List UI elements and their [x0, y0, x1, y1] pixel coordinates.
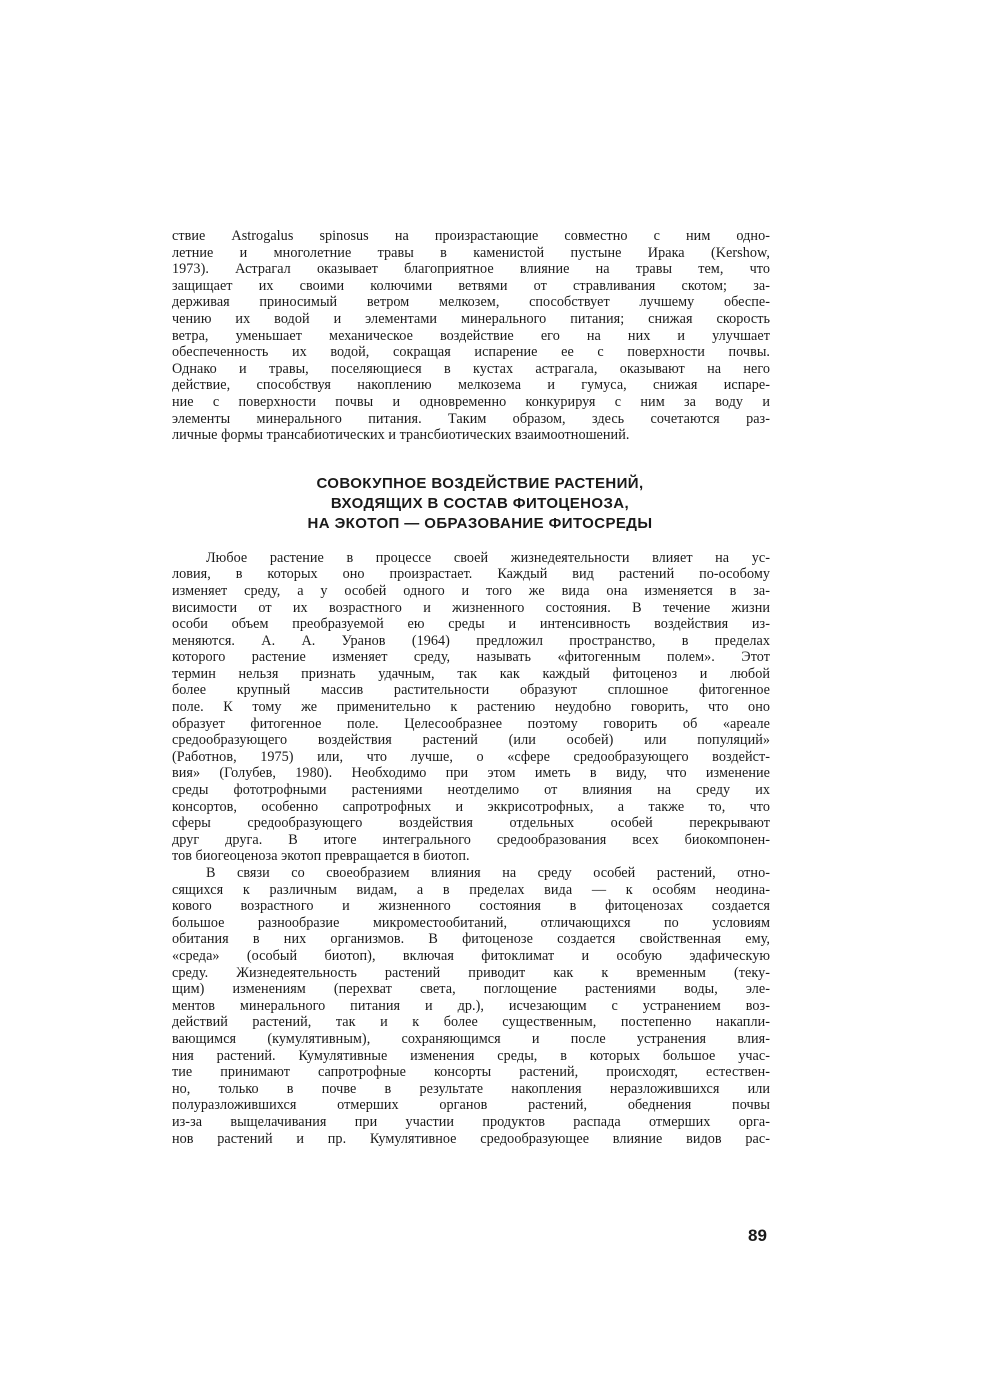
- text-line: среды фототрофными растениями неотделимо от влияния на среду их: [172, 782, 770, 799]
- text-line: полуразложившихся отмерших органов растений, обеднения почвы: [172, 1097, 770, 1114]
- heading-line: СОВОКУПНОЕ ВОЗДЕЙСТВИЕ РАСТЕНИЙ,: [316, 474, 644, 492]
- text-line: держивая приносимый ветром мелкозем, способствует лучшему обеспе-: [172, 294, 770, 311]
- text-line: но, только в почве в результате накопления неразложившихся или: [172, 1080, 770, 1097]
- text-line: ловия, в которых оно произрастает. Каждый вид растений по-особому: [172, 566, 770, 583]
- text-line: ния растений. Кумулятивные изменения среды, в которых большое учас-: [172, 1047, 770, 1064]
- text-line: вающимся (кумулятивным), сохраняющимся и после устранения влия-: [172, 1030, 770, 1047]
- text-line: летние и многолетние травы в каменистой пустыне Ирака (Kershow,: [172, 244, 770, 261]
- text-line: кового возрастного и жизненного состояния в фитоценозах создается: [172, 898, 770, 915]
- text-line: обеспеченность их водой, сокращая испарение ее с поверхности почвы.: [172, 344, 770, 361]
- text-line: друг друга. В итоге интегрального средообразования всех биокомпонен-: [172, 831, 770, 848]
- text-line: чению их водой и элементами минерального питания; снижая скорость: [172, 310, 770, 327]
- text-line: сящихся к различным видам, а в пределах вида — к особям неодина-: [172, 881, 770, 898]
- text-line: обитания в них организмов. В фитоценозе создается свойственная ему,: [172, 931, 770, 948]
- text-line: большое разнообразие микроместообитаний, отличающихся по условиям: [172, 914, 770, 931]
- text-line: изменяет среду, а у особей одного и того же вида она изменяется в за-: [172, 582, 770, 599]
- text-line: личные формы трансабиотических и трансбиотических взаимоотношений.: [172, 427, 630, 444]
- text-line: Однако и травы, поселяющиеся в кустах астрагала, оказывают на него: [172, 360, 770, 377]
- text-line: ментов минерального питания и др.), исчезающим с устранением воз-: [172, 997, 770, 1014]
- text-line: тов биогеоценоза экотоп превращается в биотоп.: [172, 848, 470, 865]
- text-line: более крупный массив растительности образуют сплошное фитогенное: [172, 682, 770, 699]
- heading-line: НА ЭКОТОП — ОБРАЗОВАНИЕ ФИТОСРЕДЫ: [307, 514, 653, 532]
- text-line: сферы средообразующего воздействия отдельных особей перекрывают: [172, 815, 770, 832]
- text-line: консортов, особенно сапротрофных и эккрисотрофных, а также то, что: [172, 798, 770, 815]
- text-line: действий растений, так и к более существенным, постепенно накапли-: [172, 1014, 770, 1031]
- text-line: тие принимают сапротрофные консорты растений, происходят, естествен-: [172, 1064, 770, 1081]
- intro-paragraph: [172, 228, 770, 444]
- page-text-column: [172, 228, 770, 1147]
- text-line: поле. К тому же применительно к растению неудобно говорить, что оно: [172, 699, 770, 716]
- text-line: ствие Astrogalus spinosus на произрастающие совместно с ним одно-: [172, 228, 770, 244]
- heading-line: ВХОДЯЩИХ В СОСТАВ ФИТОЦЕНОЗА,: [330, 494, 630, 512]
- text-line: нов растений и пр. Кумулятивное средообразующее влияние видов рас-: [172, 1130, 770, 1147]
- text-line: Любое растение в процессе своей жизнедеятельности влияет на ус-: [206, 549, 770, 566]
- text-line: термин нельзя признать удачным, так как каждый фитоценоз и любой: [172, 665, 770, 682]
- text-line: среду. Жизнедеятельность растений приводит как к временным (теку-: [172, 964, 770, 981]
- text-line: средообразующего воздействия растений (или особей) или популяций»: [172, 732, 770, 749]
- text-line: ветра, уменьшает механическое воздействие его на них и улучшает: [172, 327, 770, 344]
- text-line: В связи со своеобразием влияния на среду особей растений, отно-: [206, 865, 770, 881]
- text-line: (Работнов, 1975) или, что лучше, о «сфере средообразующего воздейст-: [172, 748, 770, 765]
- text-line: особи объем преобразуемой ею среды и интенсивность воздействия из-: [172, 616, 770, 633]
- text-line: действие, способствуя накоплению мелкозема и гумуса, снижая испаре-: [172, 377, 770, 394]
- text-line: вия» (Голубев, 1980). Необходимо при этом иметь в виду, что изменение: [172, 765, 770, 782]
- paragraph-2: [172, 865, 770, 1147]
- paragraph-1: [172, 550, 770, 865]
- text-line: защищает их своими колючими ветвями от стравливания скотом; за-: [172, 277, 770, 294]
- text-line: 1973). Астрагал оказывает благоприятное влияние на травы тем, что: [172, 261, 770, 278]
- text-line: элементы минерального питания. Таким образом, здесь сочетаются раз-: [172, 410, 770, 427]
- text-line: «среда» (особый биотоп), включая фитоклимат и особую эдафическую: [172, 947, 770, 964]
- section-heading: [172, 474, 770, 534]
- page-number: 89: [748, 1226, 767, 1245]
- text-line: образует фитогенное поле. Целесообразнее поэтому говорить об «ареале: [172, 715, 770, 732]
- text-line: из-за выщелачивания при участии продуктов распада отмерших орга-: [172, 1113, 770, 1130]
- text-line: которого растение изменяет среду, называть «фитогенным полем». Этот: [172, 649, 770, 666]
- text-line: ние с поверхности почвы и одновременно конкурируя с ним за воду и: [172, 393, 770, 410]
- text-line: меняются. А. А. Уранов (1964) предложил пространство, в пределах: [172, 632, 770, 649]
- text-line: щим) изменениям (перехват света, поглощение растениями воды, эле-: [172, 981, 770, 998]
- text-line: висимости от их возрастного и жизненного состояния. В течение жизни: [172, 599, 770, 616]
